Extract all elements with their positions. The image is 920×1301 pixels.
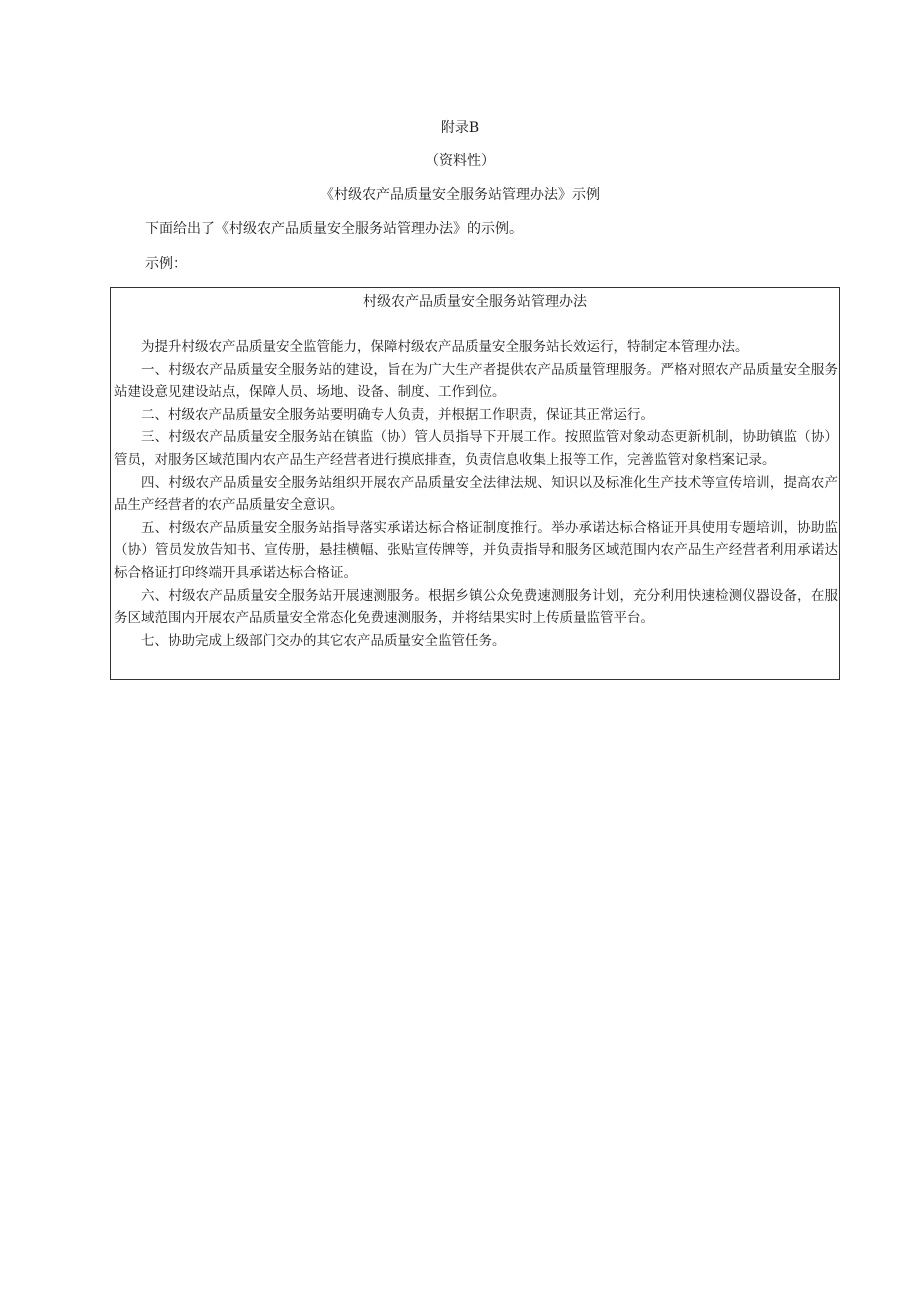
appendix-label: 附录B: [440, 120, 480, 136]
example-paragraph: 二、村级农产品质量安全服务站要明确专人负责，并根据工作职责，保证其正常运行。: [141, 406, 654, 423]
intro-text: 下面给出了《村级农产品质量安全服务站管理办法》的示例。: [145, 221, 523, 237]
example-paragraph: 一、村级农产品质量安全服务站的建设，旨在为广大生产者提供农产品质量管理服务。严格对照农产品质量安全服务站建设意见建设站点，保障人员、场地、设备、制度、工作到位。: [114, 361, 838, 401]
example-title: 村级农产品质量安全服务站管理办法: [363, 294, 587, 310]
appendix-nature: （资料性）: [425, 153, 495, 169]
example-paragraph: 为提升村级农产品质量安全监管能力，保障村级农产品质量安全服务站长效运行，特制定本管理办法。: [141, 339, 749, 355]
example-paragraph: 三、村级农产品质量安全服务站在镇监（协）管人员指导下开展工作。按照监管对象动态更新机制，协助镇监（协）管员，对服务区域范围内农产品生产经营者进行摸底排查，负责信息收集上报等工作，完善监管对象档案记录。: [114, 429, 838, 468]
appendix-title: 《村级农产品质量安全服务站管理办法》示例: [320, 187, 600, 203]
example-box: [110, 287, 840, 680]
example-label: 示例：: [145, 256, 187, 272]
example-paragraph: 四、村级农产品质量安全服务站组织开展农产品质量安全法律法规、知识以及标准化生产技术等宣传培训，提高农产品生产经营者的农产品质量安全意识。: [114, 474, 838, 514]
example-paragraph: 六、村级农产品质量安全服务站开展速测服务。根据乡镇公众免费速测服务计划，充分利用快速检测仪器设备，在服务区域范围内开展农产品质量安全常态化免费速测服务，并将结果实时上传质量监管平台。: [114, 587, 838, 627]
example-body: [114, 336, 838, 652]
example-paragraph: 五、村级农产品质量安全服务站指导落实承诺达标合格证制度推行。举办承诺达标合格证开具使用专题培训，协助监（协）管员发放告知书、宣传册，悬挂横幅、张贴宣传牌等，并负责指导和服务区域范围内农产品生产经营者利用承诺达标合格证打印终端开具承诺达标合格证。: [114, 519, 838, 581]
example-paragraph: 七、协助完成上级部门交办的其它农产品质量安全监管任务。: [141, 632, 506, 649]
